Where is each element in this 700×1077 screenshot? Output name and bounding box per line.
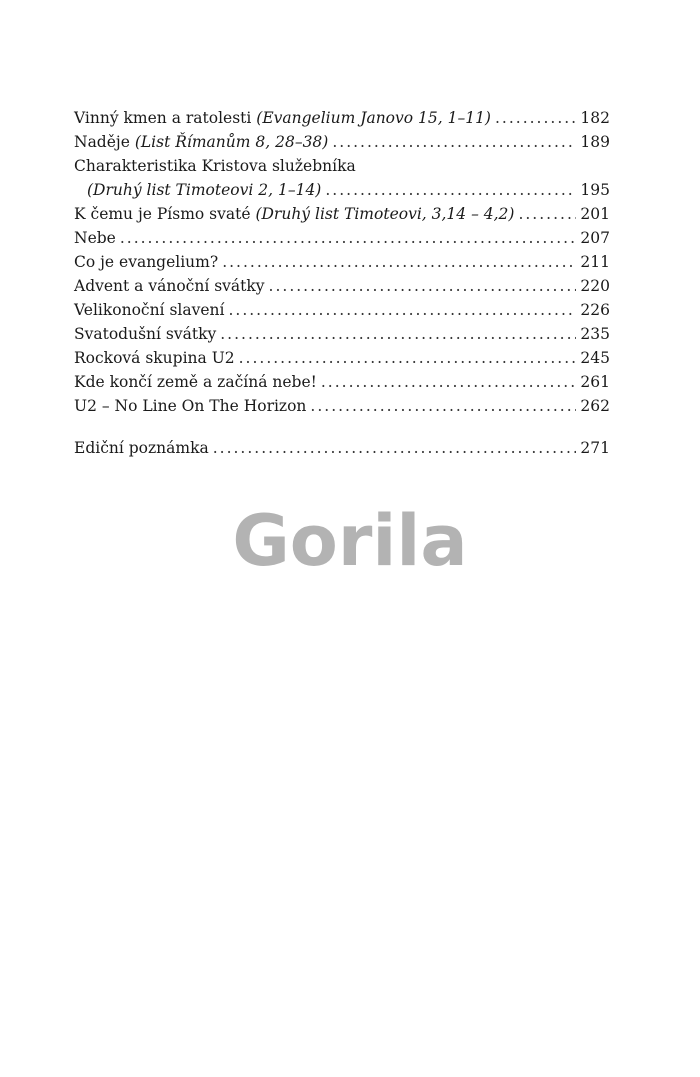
toc-page-number: 211: [580, 253, 610, 271]
toc-leader-dots: [220, 322, 576, 346]
toc-page-number: 189: [580, 133, 610, 151]
toc-entry: [74, 394, 610, 418]
toc-entry-title: Svatodušní svátky: [74, 325, 217, 343]
toc-entry-title: Vinný kmen a ratolesti (Evangelium Janovo 15, 1–11): [74, 109, 491, 127]
toc-entry-title: K čemu je Písmo svaté (Druhý list Timoteovi, 3,14 – 4,2): [74, 205, 515, 223]
toc-entry-title: Rocková skupina U2: [74, 349, 235, 367]
toc-entry-title: Velikonoční slavení: [74, 301, 225, 319]
toc-page-number: 182: [580, 109, 610, 127]
toc-entry: [74, 106, 610, 130]
toc-entry-reference: (Evangelium Janovo 15, 1–11): [256, 109, 491, 127]
toc-entry-title: Advent a vánoční svátky: [74, 277, 265, 295]
toc-leader-dots: [239, 346, 577, 370]
toc-leader-dots: [495, 106, 576, 130]
toc-entry: [74, 202, 610, 226]
toc-leader-dots: [213, 436, 577, 460]
publisher-watermark-logo: Gorila: [232, 500, 468, 582]
toc-leader-dots: [222, 250, 576, 274]
toc-leader-dots: [120, 226, 577, 250]
toc-page-number: 262: [580, 397, 610, 415]
toc-entry: [74, 298, 610, 322]
toc-entry: [74, 226, 610, 250]
toc-entry: [74, 130, 610, 154]
toc-leader-dots: [228, 298, 576, 322]
toc-entry-continuation: [74, 178, 610, 202]
toc-leader-dots: [310, 394, 576, 418]
toc-entry-reference: (Druhý list Timoteovi, 3,14 – 4,2): [255, 205, 515, 223]
toc-page-number: 195: [580, 181, 610, 199]
toc-entry-editorial-note: [74, 436, 610, 460]
toc-page-number: 220: [580, 277, 610, 295]
toc-entry-title: Kde končí země a začíná nebe!: [74, 373, 317, 391]
toc-entry-title: Naděje (List Římanům 8, 28–38): [74, 133, 329, 151]
toc-entry-title: Co je evangelium?: [74, 253, 219, 271]
toc-leader-dots: [325, 178, 576, 202]
toc-entry-title: U2 – No Line On The Horizon: [74, 397, 307, 415]
toc-page-number: 226: [580, 301, 610, 319]
toc-leader-dots: [332, 130, 576, 154]
toc-entry: [74, 250, 610, 274]
toc-entry: [74, 370, 610, 394]
table-of-contents: [74, 106, 610, 460]
toc-entry-title: Ediční poznámka: [74, 439, 209, 457]
toc-page-number: 207: [580, 229, 610, 247]
toc-entry-title: Charakteristika Kristova služebníka: [74, 157, 356, 175]
toc-entry: [74, 346, 610, 370]
toc-leader-dots: [269, 274, 577, 298]
toc-entry-reference: (List Římanům 8, 28–38): [134, 133, 329, 151]
toc-leader-dots: [321, 370, 577, 394]
toc-page-number: 235: [580, 325, 610, 343]
toc-page-number: 245: [580, 349, 610, 367]
toc-leader-dots: [518, 202, 576, 226]
toc-entry: [74, 322, 610, 346]
toc-page-number: 261: [580, 373, 610, 391]
toc-entry-title: Nebe: [74, 229, 116, 247]
toc-entry: [74, 274, 610, 298]
toc-entry-title: [87, 178, 321, 202]
toc-page-number: 201: [580, 205, 610, 223]
toc-entry-reference: (Druhý list Timoteovi 2, 1–14): [87, 181, 322, 199]
toc-page-number: 271: [580, 439, 610, 457]
